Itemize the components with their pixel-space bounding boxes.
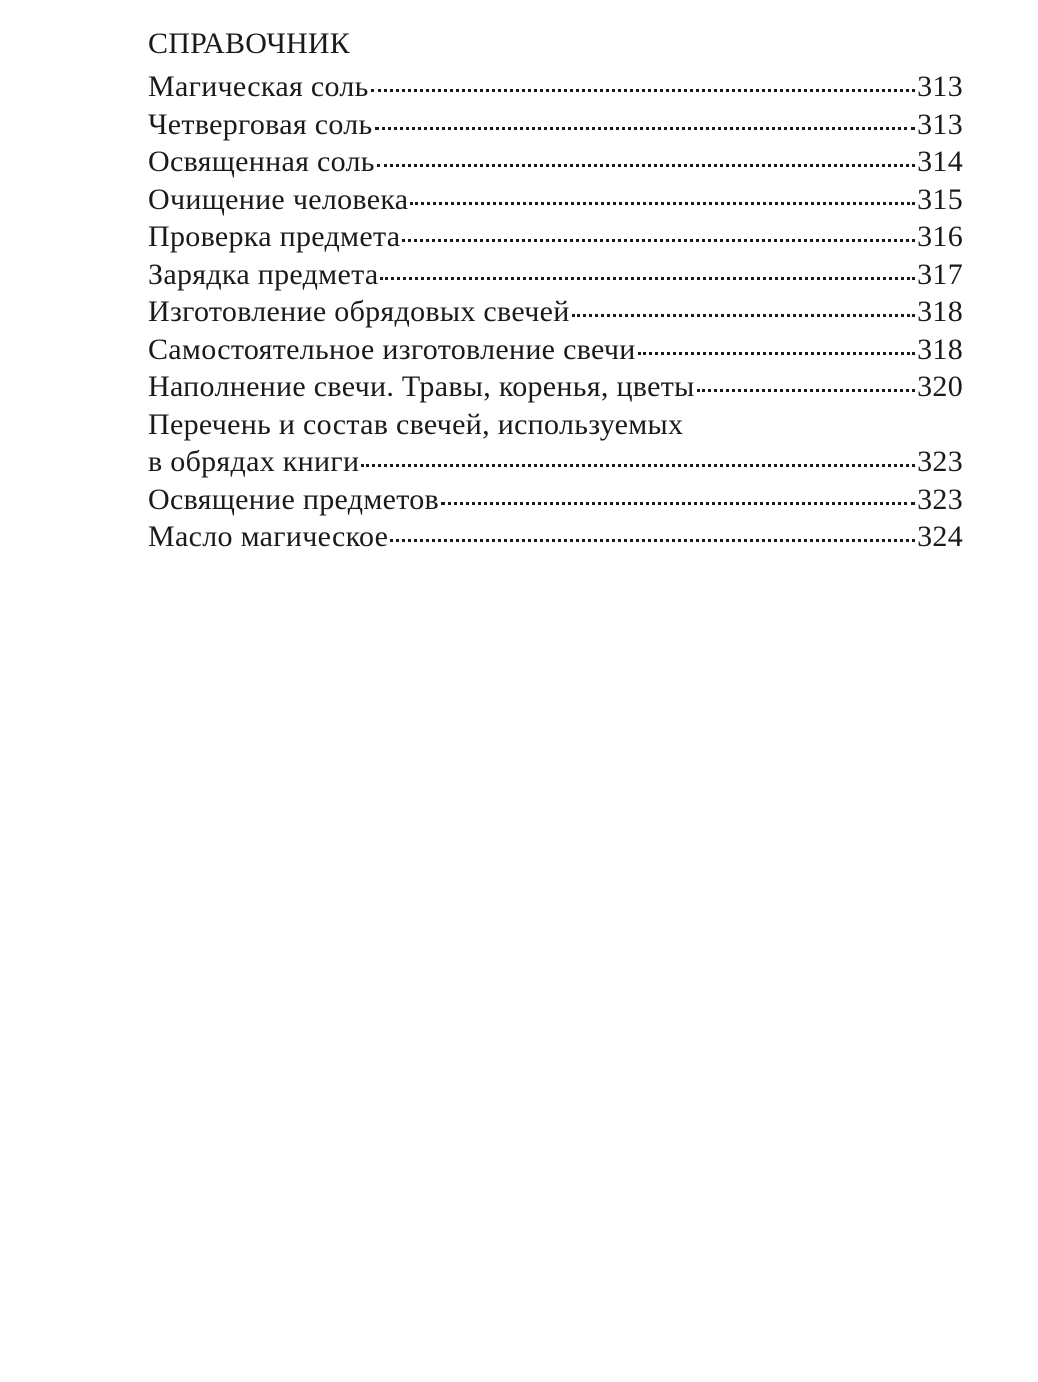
toc-entry-page: 318 bbox=[917, 332, 963, 366]
toc-entry-title-line1: Перечень и состав свечей, используемых bbox=[148, 407, 684, 441]
toc-entry[interactable] bbox=[148, 218, 963, 256]
toc-entry-page: 313 bbox=[917, 70, 963, 103]
toc-entry-page: 313 bbox=[917, 107, 963, 141]
dot-leader bbox=[361, 464, 915, 467]
toc-entry-title: Освященная соль bbox=[148, 145, 375, 178]
toc-entry[interactable] bbox=[148, 368, 963, 406]
dot-leader bbox=[375, 127, 916, 130]
toc-entry-title: Зарядка предмета bbox=[148, 257, 379, 291]
toc-entry[interactable] bbox=[148, 256, 963, 294]
toc-entry[interactable] bbox=[148, 406, 963, 481]
dot-leader bbox=[380, 277, 915, 280]
toc-entry-page: 317 bbox=[917, 257, 963, 291]
toc-entry[interactable] bbox=[148, 293, 963, 331]
toc-entry-title: Самостоятельное изготовление свечи bbox=[148, 332, 636, 366]
dot-leader bbox=[390, 539, 915, 542]
toc-entry[interactable] bbox=[148, 331, 963, 369]
toc-page bbox=[148, 24, 963, 556]
toc-entry[interactable] bbox=[148, 181, 963, 219]
toc-entry-page: 316 bbox=[917, 220, 963, 253]
dot-leader bbox=[638, 352, 915, 355]
toc-entry[interactable] bbox=[148, 481, 963, 519]
toc-entry-page: 324 bbox=[917, 520, 963, 553]
toc-list bbox=[148, 68, 963, 556]
dot-leader bbox=[371, 89, 915, 92]
toc-entry-page: 323 bbox=[917, 445, 963, 478]
toc-entry[interactable] bbox=[148, 518, 963, 556]
toc-entry-title: Освящение предметов bbox=[148, 482, 440, 516]
toc-entry[interactable] bbox=[148, 68, 963, 106]
toc-entry-title: Наполнение свечи. Травы, коренья, цветы bbox=[148, 370, 695, 403]
toc-entry-title: Магическая соль bbox=[148, 70, 369, 103]
toc-entry-title: Четверговая соль bbox=[148, 107, 373, 141]
toc-entry-page: 315 bbox=[917, 182, 963, 216]
toc-entry-title: Изготовление обрядовых свечей bbox=[148, 295, 570, 328]
dot-leader bbox=[572, 314, 916, 317]
toc-entry[interactable] bbox=[148, 143, 963, 181]
toc-entry-page: 320 bbox=[917, 370, 963, 403]
toc-entry-title: Проверка предмета bbox=[148, 220, 401, 253]
dot-leader bbox=[402, 239, 915, 242]
toc-entry-page: 318 bbox=[917, 295, 963, 328]
dot-leader bbox=[697, 389, 916, 392]
toc-entry-page: 314 bbox=[917, 145, 963, 178]
toc-entry[interactable] bbox=[148, 106, 963, 144]
dot-leader bbox=[410, 202, 915, 205]
dot-leader bbox=[377, 164, 915, 167]
dot-leader bbox=[441, 502, 915, 505]
section-title: СПРАВОЧНИК bbox=[148, 27, 350, 60]
toc-entry-page: 323 bbox=[917, 482, 963, 516]
toc-entry-title: Очищение человека bbox=[148, 182, 409, 216]
toc-entry-title: в обрядах книги bbox=[148, 445, 360, 478]
toc-entry-title: Масло магическое bbox=[148, 520, 389, 553]
